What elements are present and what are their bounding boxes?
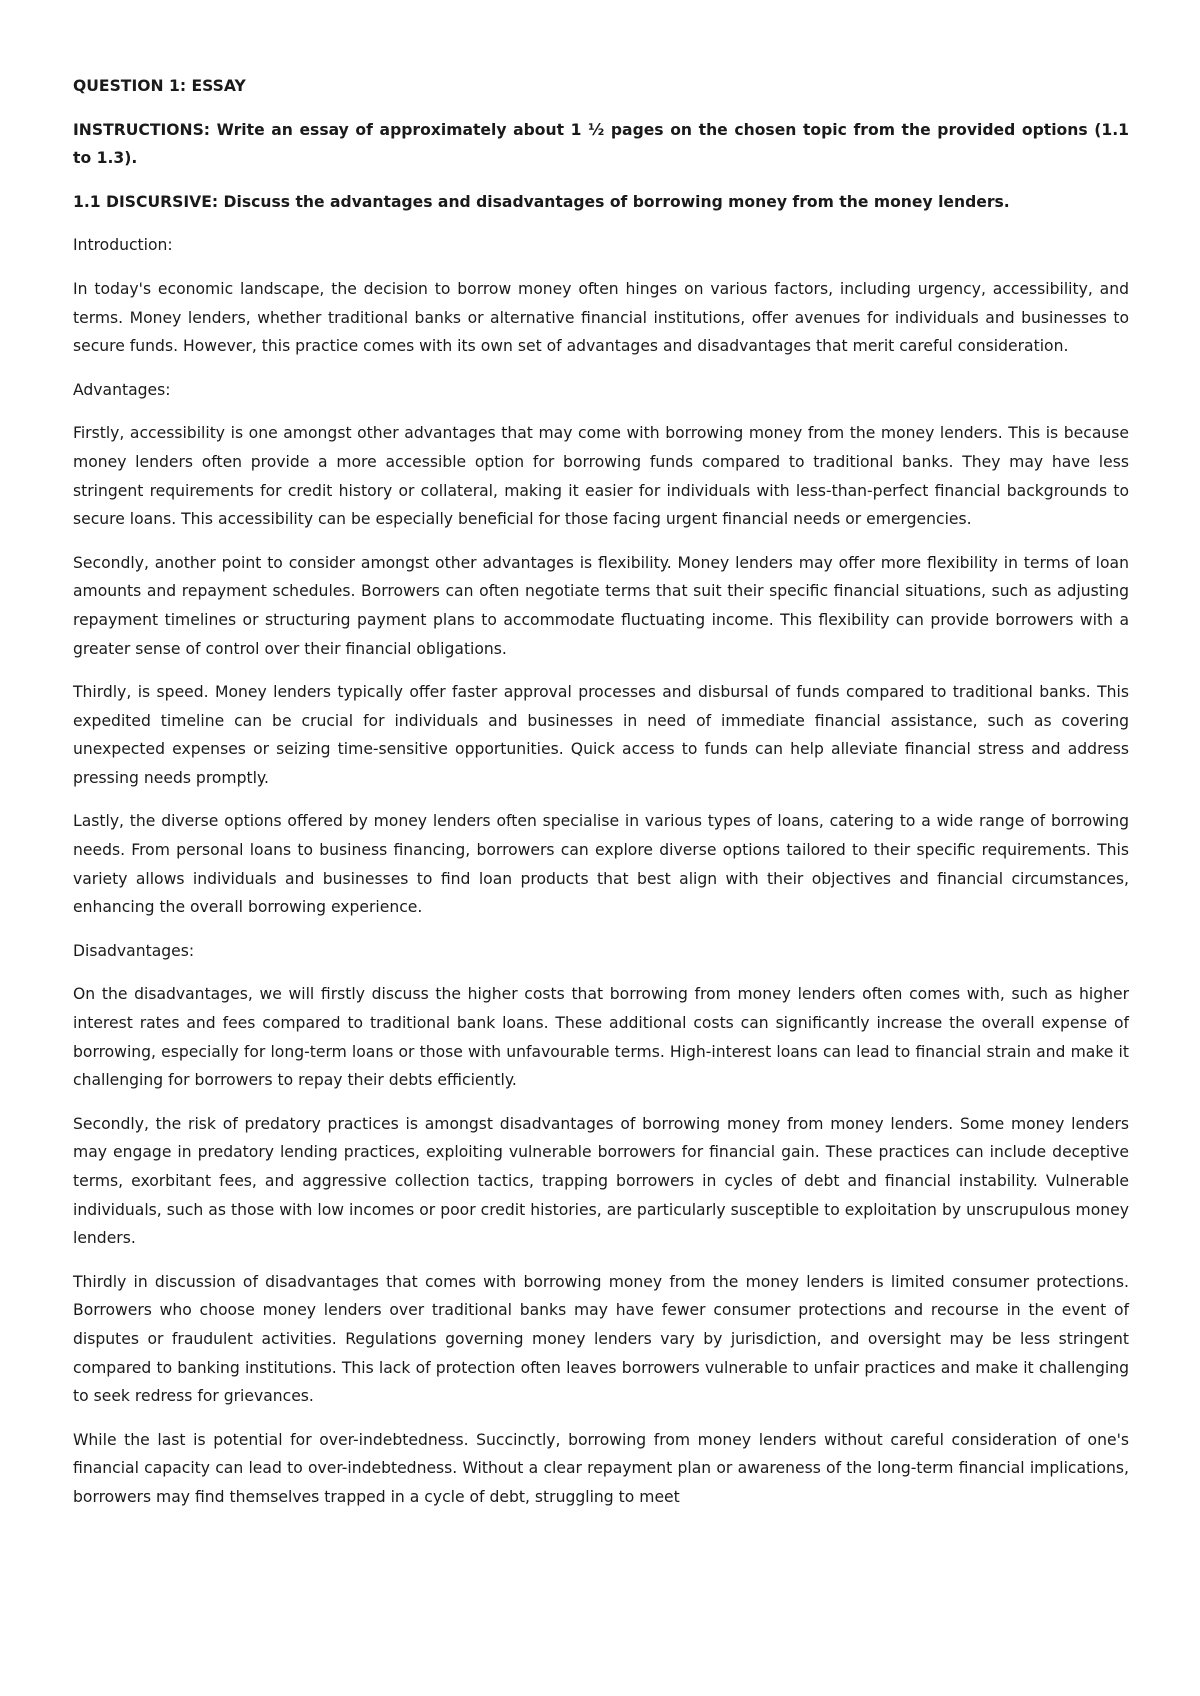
advantage-paragraph-accessibility: Firstly, accessibility is one amongst other advantages that may come with borrowing money from the money lenders. This is because money lenders often provide a more accessible option for borrowing funds compared to traditional banks. They may have less stringent requirements for credit history or collateral, making it easier for individuals with less-than-perfect financial backgrounds to secure loans. This accessibility can be especially beneficial for those facing urgent financial needs or emergencies. — [73, 424, 1129, 529]
disadvantage-paragraph-limited-protections: Thirdly in discussion of disadvantages that comes with borrowing money from the money lenders is limited consumer protections. Borrowers who choose money lenders over traditional banks may have fewer consumer protections and recourse in the event of disputes or fraudulent activities. Regulations governing money lenders vary by jurisdiction, and oversight may be less stringent compared to banking institutions. This lack of protection often leaves borrowers vulnerable to unfair practices and make it challenging to seek redress for grievances. — [73, 1272, 1129, 1406]
question-title: QUESTION 1: ESSAY — [73, 77, 246, 95]
introduction-paragraph: In today's economic landscape, the decision to borrow money often hinges on various factors, including urgency, accessibility, and terms. Money lenders, whether traditional banks or alternative financial institutions, offer avenues for individuals and businesses to secure funds. However, this practice comes with its own set of advantages and disadvantages that merit careful consideration. — [73, 279, 1129, 356]
instructions: INSTRUCTIONS: Write an essay of approximately about 1 ½ pages on the chosen topic from the provided options (1.1 to 1.3). — [73, 120, 1129, 168]
advantages-heading: Advantages: — [73, 380, 171, 399]
disadvantage-paragraph-higher-costs: On the disadvantages, we will firstly discuss the higher costs that borrowing from money lenders often comes with, such as higher interest rates and fees compared to traditional bank loans. These additional costs can significantly increase the overall expense of borrowing, especially for long-term loans or those with unfavourable terms. High-interest loans can lead to financial strain and make it challenging for borrowers to repay their debts efficiently. — [73, 985, 1129, 1090]
advantage-paragraph-flexibility: Secondly, another point to consider amongst other advantages is flexibility. Money lenders may offer more flexibility in terms of loan amounts and repayment schedules. Borrowers can often negotiate terms that suit their specific financial situations, such as adjusting repayment timelines or structuring payment plans to accommodate fluctuating income. This flexibility can provide borrowers with a greater sense of control over their financial obligations. — [73, 553, 1129, 658]
disadvantage-paragraph-over-indebtedness: While the last is potential for over-indebtedness. Succinctly, borrowing from money lenders without careful consideration of one's financial capacity can lead to over-indebtedness. Without a clear repayment plan or awareness of the long-term financial implications, borrowers may find themselves trapped in a cycle of debt, struggling to meet — [73, 1430, 1129, 1506]
introduction-heading: Introduction: — [73, 236, 173, 255]
disadvantage-paragraph-predatory-practices: Secondly, the risk of predatory practices is amongst disadvantages of borrowing money from money lenders. Some money lenders may engage in predatory lending practices, exploiting vulnerable borrowers for financial gain. These practices can include deceptive terms, exorbitant fees, and aggressive collection tactics, trapping borrowers in cycles of debt and financial instability. Vulnerable individuals, such as those with low incomes or poor credit histories, are particularly susceptible to exploitation by unscrupulous money lenders. — [73, 1114, 1129, 1248]
disadvantages-heading: Disadvantages: — [73, 941, 195, 960]
essay-topic: 1.1 DISCURSIVE: Discuss the advantages and disadvantages of borrowing money from the money lenders. — [73, 192, 1010, 211]
advantage-paragraph-speed: Thirdly, is speed. Money lenders typically offer faster approval processes and disbursal of funds compared to traditional banks. This expedited timeline can be crucial for individuals and businesses in need of immediate financial assistance, such as covering unexpected expenses or seizing time-sensitive opportunities. Quick access to funds can help alleviate financial stress and address pressing needs promptly. — [73, 683, 1129, 787]
advantage-paragraph-diverse-options: Lastly, the diverse options offered by money lenders often specialise in various types of loans, catering to a wide range of borrowing needs. From personal loans to business financing, borrowers can explore diverse options tailored to their specific requirements. This variety allows individuals and businesses to find loan products that best align with their objectives and financial circumstances, enhancing the overall borrowing experience. — [73, 812, 1129, 917]
